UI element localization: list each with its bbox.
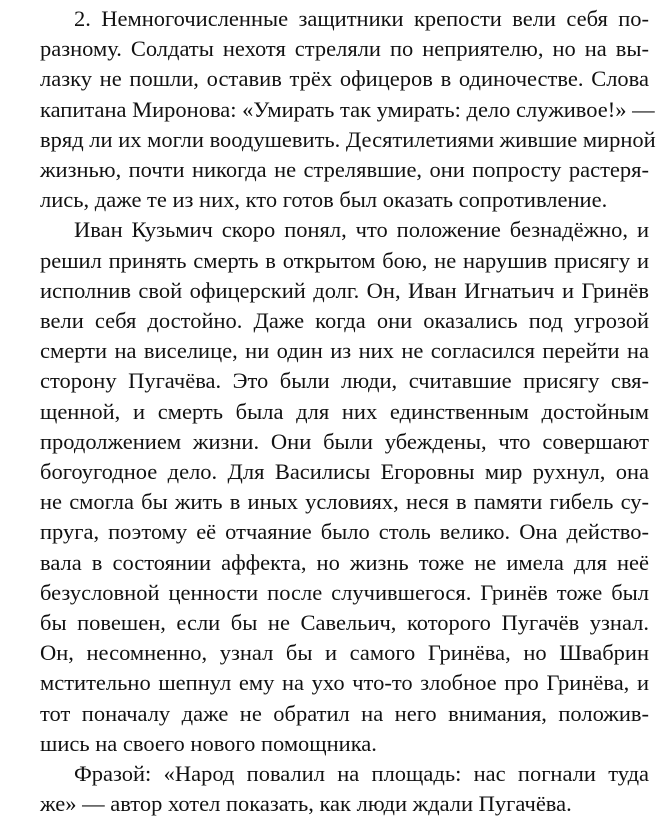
text-line: щенной, и смерть была для них единственным достойным xyxy=(40,398,649,424)
text-line: жизнью, почти никогда не стрелявшие, они попросту растеря- xyxy=(40,157,649,183)
paragraph-1 xyxy=(6,4,656,215)
text-line: богоугодное дело. Для Василисы Егоровны мир рухнул, она xyxy=(40,459,649,485)
text-line: решил принять смерть в открытом бою, не нарушив присягу и xyxy=(40,247,649,273)
text-line: безусловной ценности после случившегося. Гринёв тоже был xyxy=(40,579,649,605)
text-line: лись, даже те из них, кто готов был оказать сопротивление. xyxy=(40,187,608,213)
text-line: Иван Кузьмич скоро понял, что положение безнадёжно, и xyxy=(74,217,649,243)
text-line: бы повешен, если бы не Савельич, которого Пугачёв узнал. xyxy=(40,610,649,636)
text-line: вели себя достойно. Даже когда они оказались под угрозой xyxy=(40,308,649,334)
text-line: 2. Немногочисленные защитники крепости вели себя по- xyxy=(74,6,649,31)
text-line: тот поначалу даже не обратил на него внимания, положив- xyxy=(40,700,649,726)
text-line: вала в состоянии аффекта, но жизнь тоже не имела для неё xyxy=(40,549,649,575)
text-line: продолжением жизни. Они были убеждены, что совершают xyxy=(40,428,649,454)
text-line: исполнив свой офицерский долг. Он, Иван Игнатьич и Гринёв xyxy=(40,277,649,303)
text-line: капитана Миронова: «Умирать так умирать: дело служивое!» — xyxy=(40,96,655,122)
text-line: разному. Солдаты нехотя стреляли по неприятелю, но на вы- xyxy=(40,36,649,62)
paragraph-2 xyxy=(6,215,649,759)
text-line: Фразой: «Народ повалил на площадь: нас погнали туда xyxy=(74,761,649,787)
text-line: вряд ли их могли воодушевить. Десятилетиями жившие мирной xyxy=(40,126,656,152)
text-line: лазку не пошли, оставив трёх офицеров в одиночестве. Слова xyxy=(40,66,649,92)
text-line: шись на своего нового помощника. xyxy=(40,730,377,756)
paragraph-3 xyxy=(6,759,649,819)
text-line: сторону Пугачёва. Это были люди, считавшие присягу свя- xyxy=(40,368,649,394)
text-line: не смогла бы жить в иных условиях, неся в памяти гибель су- xyxy=(40,489,649,515)
text-line: Он, несомненно, узнал бы и самого Гринёва, но Швабрин xyxy=(40,640,649,666)
text-line: пруга, поэтому её отчаяние было столь велико. Она действо- xyxy=(40,519,649,545)
text-line: мстительно шепнул ему на ухо что-то злобное про Гринёва, и xyxy=(40,670,649,696)
text-line: же» — автор хотел показать, как люди ждали Пугачёва. xyxy=(40,791,572,817)
text-line: смерти на виселице, ни один из них не согласился перейти на xyxy=(40,338,649,364)
